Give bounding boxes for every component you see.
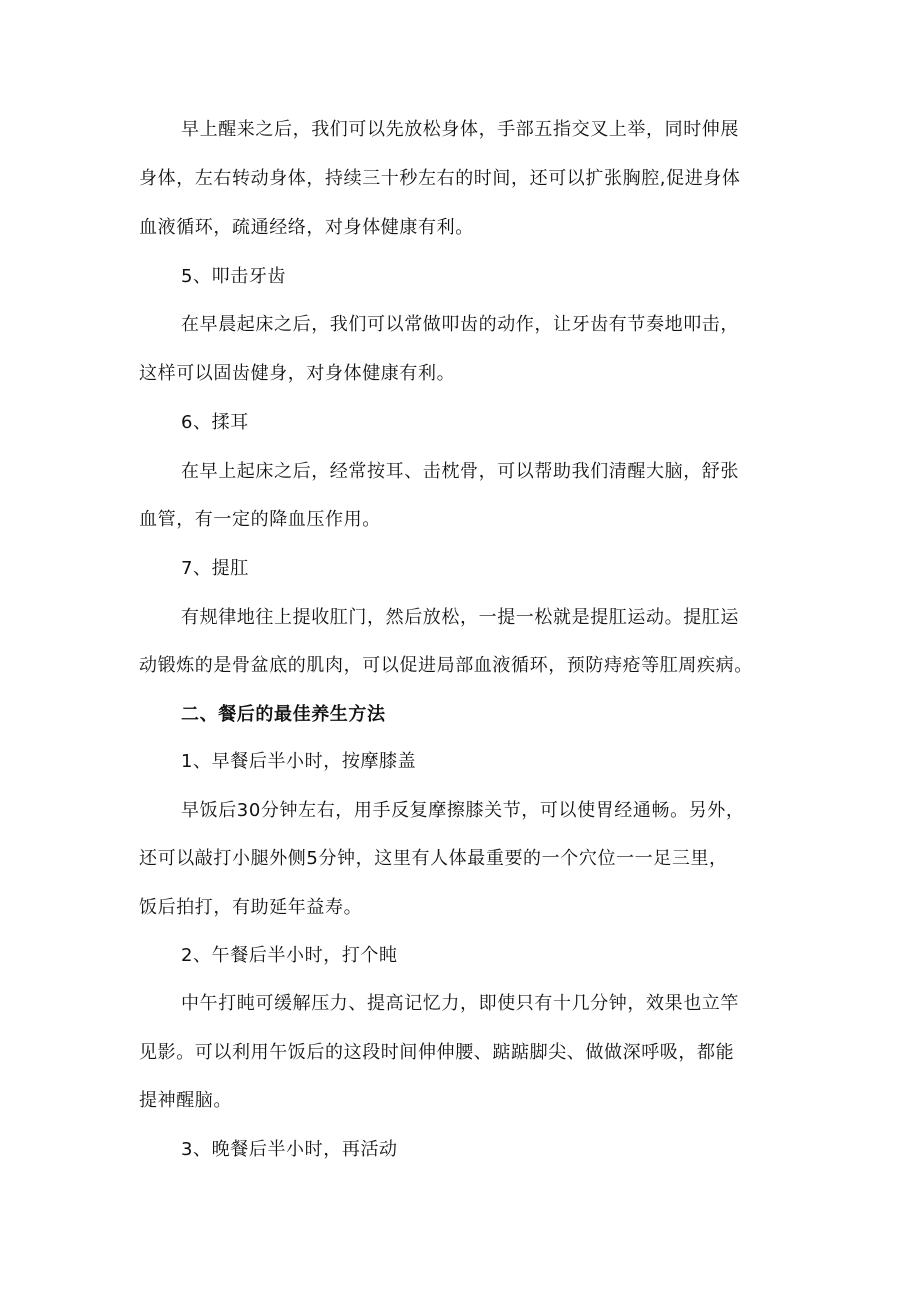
paragraph-line: 这样可以固齿健身，对身体健康有利。 bbox=[139, 363, 456, 384]
section-heading: 3、晚餐后半小时，再活动 bbox=[181, 1139, 398, 1160]
paragraph-line: 有规律地往上提收肛门，然后放松，一提一松就是提肛运动。提肛运 bbox=[181, 607, 739, 628]
paragraph-line: 提神醒脑。 bbox=[139, 1090, 232, 1111]
paragraph-line: 中午打盹可缓解压力、提高记忆力，即使只有十几分钟，效果也立竿 bbox=[181, 993, 739, 1014]
section-heading: 5、叩击牙齿 bbox=[181, 266, 287, 287]
paragraph-line: 早上醒来之后，我们可以先放松身体，手部五指交叉上举，同时伸展 bbox=[181, 119, 739, 140]
paragraph-line: 身体，左右转动身体，持续三十秒左右的时间，还可以扩张胸腔,促进身体 bbox=[139, 168, 741, 189]
section-heading: 6、揉耳 bbox=[181, 412, 249, 433]
paragraph-line: 还可以敲打小腿外侧5分钟，这里有人体最重要的一个穴位一一足三里， bbox=[139, 848, 728, 869]
paragraph-line: 饭后拍打，有助延年益寿。 bbox=[139, 897, 363, 918]
chapter-heading: 二、餐后的最佳养生方法 bbox=[181, 704, 386, 725]
section-heading: 7、提肛 bbox=[181, 558, 249, 579]
section-heading: 2、午餐后半小时，打个盹 bbox=[181, 945, 398, 966]
paragraph-line: 在早晨起床之后，我们可以常做叩齿的动作，让牙齿有节奏地叩击， bbox=[181, 314, 739, 335]
paragraph-line: 见影。可以利用午饭后的这段时间伸伸腰、踮踮脚尖、做做深呼吸，都能 bbox=[139, 1042, 735, 1063]
paragraph-line: 在早上起床之后，经常按耳、击枕骨，可以帮助我们清醒大脑，舒张 bbox=[181, 461, 739, 482]
paragraph-line: 早饭后30分钟左右，用手反复摩擦膝关节，可以使胃经通畅。另外， bbox=[181, 800, 745, 821]
section-heading: 1、早餐后半小时，按摩膝盖 bbox=[181, 751, 417, 772]
paragraph-line: 血管，有一定的降血压作用。 bbox=[139, 509, 381, 530]
paragraph-line: 血液循环，疏通经络，对身体健康有利。 bbox=[139, 217, 474, 238]
paragraph-line: 动锻炼的是骨盆底的肌肉，可以促进局部血液循环，预防痔疮等肛周疾病。 bbox=[139, 655, 753, 676]
